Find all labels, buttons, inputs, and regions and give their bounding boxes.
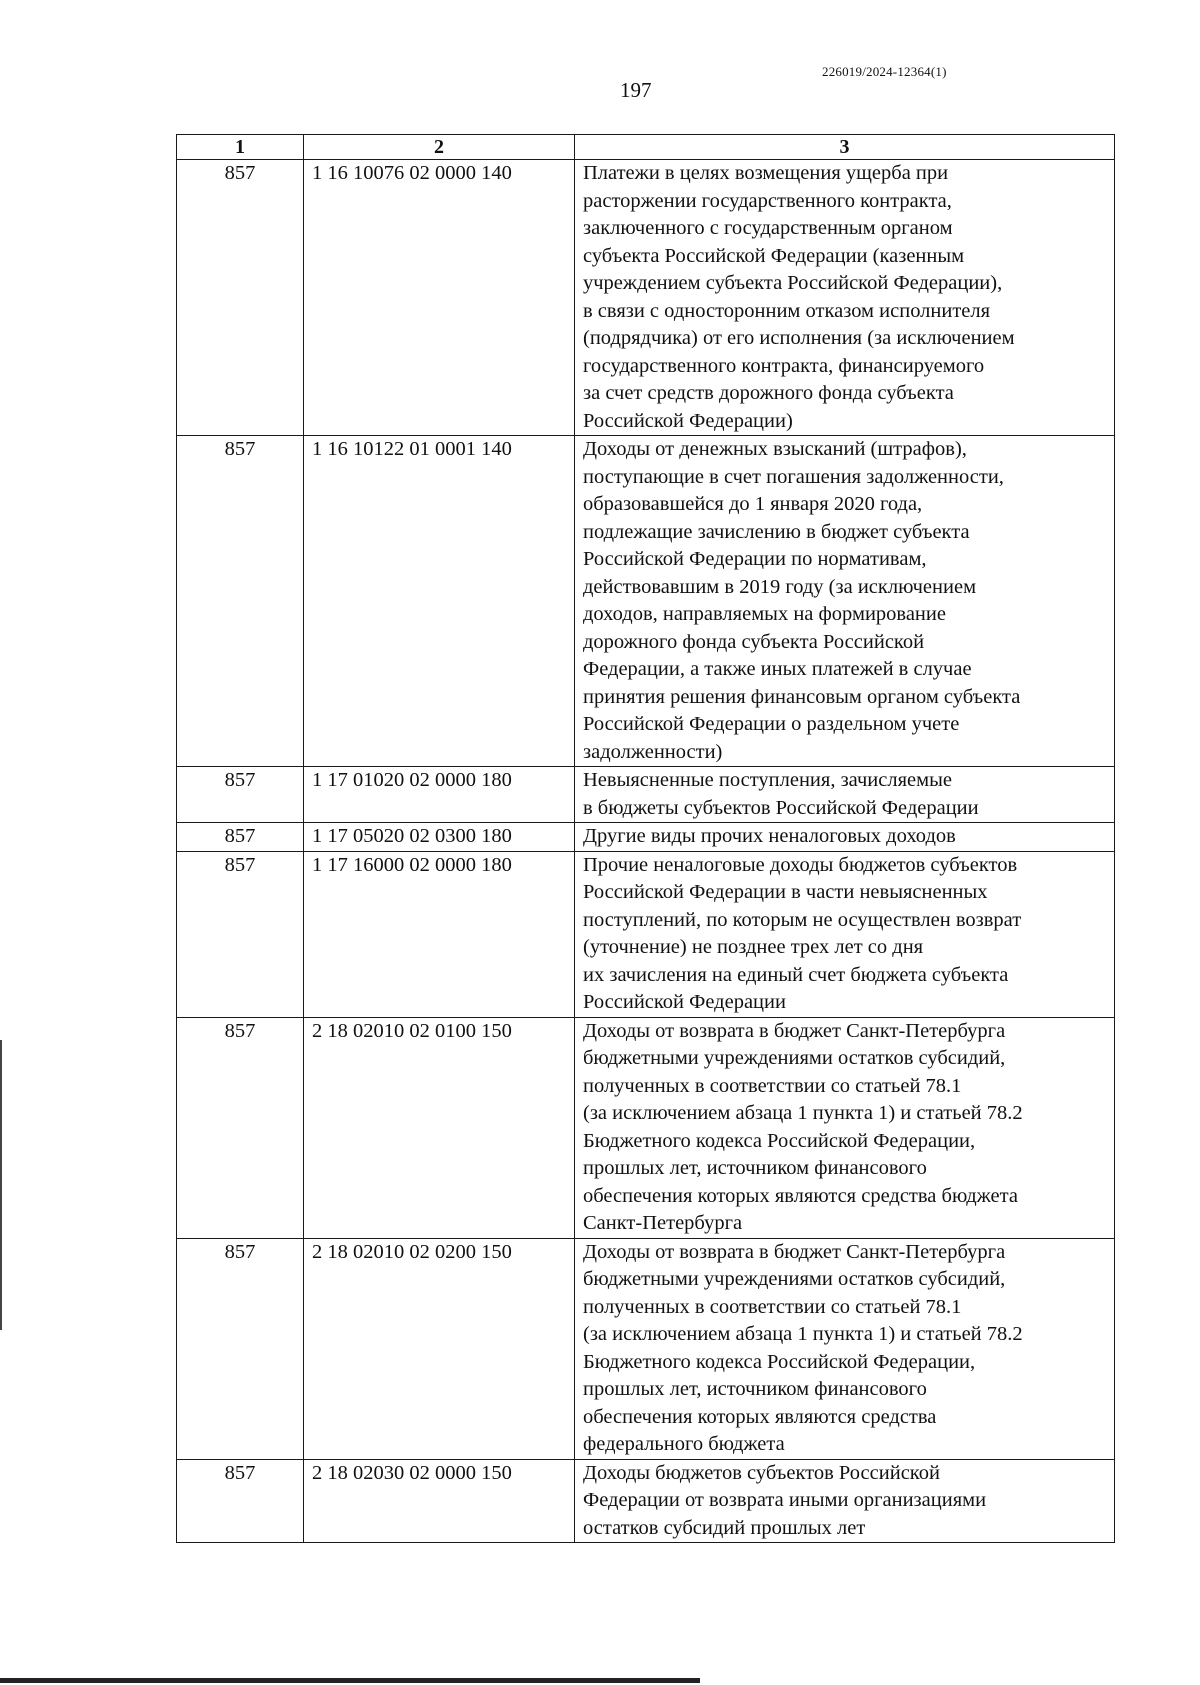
description-line: (подрядчика) от его исполнения (за исключением — [583, 327, 1015, 349]
description-line: Доходы от денежных взысканий (штрафов), — [583, 438, 967, 460]
table-body — [177, 160, 1115, 1543]
description-line: Бюджетного кодекса Российской Федерации, — [583, 1129, 976, 1152]
description-line: (уточнение) не позднее трех лет со дня — [583, 936, 924, 958]
table-row — [177, 851, 1115, 1017]
budget-codes-table — [176, 134, 1115, 1543]
table-row — [177, 160, 1115, 436]
admin-code-cell: 857 — [177, 436, 304, 767]
description-line: учреждением субъекта Российской Федерации), — [583, 272, 1003, 294]
description-line: обеспечения которых являются средства бюджета — [583, 1184, 1018, 1207]
description-line: расторжении государственного контракта, — [583, 189, 952, 212]
description-line: субъекта Российской Федерации (казенным — [583, 244, 965, 267]
description-line: Российской Федерации о раздельном учете — [583, 713, 960, 735]
admin-code-cell: 857 — [177, 767, 304, 823]
description-line: Невыясненные поступления, зачисляемые — [583, 769, 952, 791]
table-row — [177, 767, 1115, 823]
column-header-3: 3 — [575, 135, 1115, 160]
description-line: Российской Федерации) — [583, 409, 793, 432]
description-line: полученных в соответствии со статьей 78.1 — [583, 1074, 962, 1097]
description-line: Российской Федерации в части невыясненных — [583, 881, 988, 903]
description-line: Российской Федерации по нормативам, — [583, 548, 927, 570]
description-line: бюджетными учреждениями остатков субсидий, — [583, 1047, 1006, 1069]
description-line: Федерации от возврата иными организациями — [583, 1489, 987, 1511]
budget-classification-code-cell: 2 18 02010 02 0200 150 — [304, 1238, 575, 1459]
description-line: Доходы от возврата в бюджет Санкт-Петербурга — [583, 1240, 1006, 1263]
income-description-cell — [575, 436, 1115, 767]
table-header — [177, 135, 1115, 160]
description-line: Прочие неналоговые доходы бюджетов субъектов — [583, 853, 1018, 876]
description-line: подлежащие зачислению в бюджет субъекта — [583, 520, 970, 543]
income-description-cell — [575, 1459, 1115, 1543]
description-line: бюджетными учреждениями остатков субсидий, — [583, 1268, 1006, 1290]
description-line: Санкт-Петербурга — [583, 1212, 743, 1234]
description-line: федерального бюджета — [583, 1433, 785, 1455]
table-row — [177, 823, 1115, 852]
description-line: Федерации, а также иных платежей в случае — [583, 658, 972, 680]
description-line: прошлых лет, источником финансового — [583, 1378, 927, 1400]
income-description-cell — [575, 767, 1115, 823]
description-line: обеспечения которых являются средства — [583, 1405, 937, 1428]
budget-classification-code-cell: 1 17 01020 02 0000 180 — [304, 767, 575, 823]
description-line: доходов, направляемых на формирование — [583, 603, 946, 625]
column-header-1: 1 — [177, 135, 304, 160]
budget-classification-code-cell: 2 18 02030 02 0000 150 — [304, 1459, 575, 1543]
budget-classification-code-cell: 1 16 10076 02 0000 140 — [304, 160, 575, 436]
description-line: в бюджеты субъектов Российской Федерации — [583, 796, 979, 819]
table-row — [177, 1017, 1115, 1238]
description-line: дорожного фонда субъекта Российской — [583, 630, 925, 653]
admin-code-cell: 857 — [177, 1238, 304, 1459]
description-line: действовавшим в 2019 году (за исключением — [583, 575, 977, 598]
income-description-cell — [575, 851, 1115, 1017]
budget-classification-code-cell: 1 16 10122 01 0001 140 — [304, 436, 575, 767]
page-number: 197 — [620, 78, 652, 102]
description-line: их зачисления на единый счет бюджета субъекта — [583, 963, 1009, 986]
table-row — [177, 1238, 1115, 1459]
description-line: за счет средств дорожного фонда субъекта — [583, 382, 954, 404]
description-line: задолженности) — [583, 740, 723, 763]
description-line: государственного контракта, финансируемого — [583, 354, 985, 377]
description-line: Доходы бюджетов субъектов Российской — [583, 1461, 940, 1484]
income-description-cell — [575, 1238, 1115, 1459]
admin-code-cell: 857 — [177, 160, 304, 436]
table-row — [177, 436, 1115, 767]
column-header-2: 2 — [304, 135, 575, 160]
budget-classification-code-cell: 1 17 05020 02 0300 180 — [304, 823, 575, 852]
description-line: Бюджетного кодекса Российской Федерации, — [583, 1350, 976, 1373]
description-line: Российской Федерации — [583, 991, 786, 1013]
income-description-cell — [575, 823, 1115, 852]
admin-code-cell: 857 — [177, 1459, 304, 1543]
description-line: (за исключением абзаца 1 пункта 1) и статьей 78.2 — [583, 1102, 1023, 1124]
scan-bottom-line — [0, 1678, 700, 1683]
description-line: остатков субсидий прошлых лет — [583, 1516, 866, 1539]
description-line: Доходы от возврата в бюджет Санкт-Петербурга — [583, 1019, 1006, 1042]
description-line: поступающие в счет погашения задолженности, — [583, 465, 1004, 488]
income-description-cell — [575, 1017, 1115, 1238]
document-code: 226019/2024-12364(1) — [822, 64, 947, 79]
description-line: принятия решения финансовым органом субъекта — [583, 685, 1021, 708]
header-row — [177, 135, 1115, 160]
admin-code-cell: 857 — [177, 851, 304, 1017]
description-line: поступлений, по которым не осуществлен возврат — [583, 908, 1022, 931]
description-line: Платежи в целях возмещения ущерба при — [583, 162, 949, 184]
income-description-cell — [575, 160, 1115, 436]
admin-code-cell: 857 — [177, 1017, 304, 1238]
description-line: в связи с односторонним отказом исполнителя — [583, 299, 991, 322]
description-line: прошлых лет, источником финансового — [583, 1157, 927, 1179]
description-line: (за исключением абзаца 1 пункта 1) и статьей 78.2 — [583, 1323, 1023, 1345]
description-line: Другие виды прочих неналоговых доходов — [583, 825, 956, 847]
scan-edge-mark — [0, 1040, 2, 1330]
description-line: полученных в соответствии со статьей 78.1 — [583, 1295, 962, 1318]
description-line: заключенного с государственным органом — [583, 217, 953, 239]
budget-classification-code-cell: 2 18 02010 02 0100 150 — [304, 1017, 575, 1238]
description-line: образовавшейся до 1 января 2020 года, — [583, 493, 923, 515]
admin-code-cell: 857 — [177, 823, 304, 852]
budget-classification-code-cell: 1 17 16000 02 0000 180 — [304, 851, 575, 1017]
table-row — [177, 1459, 1115, 1543]
